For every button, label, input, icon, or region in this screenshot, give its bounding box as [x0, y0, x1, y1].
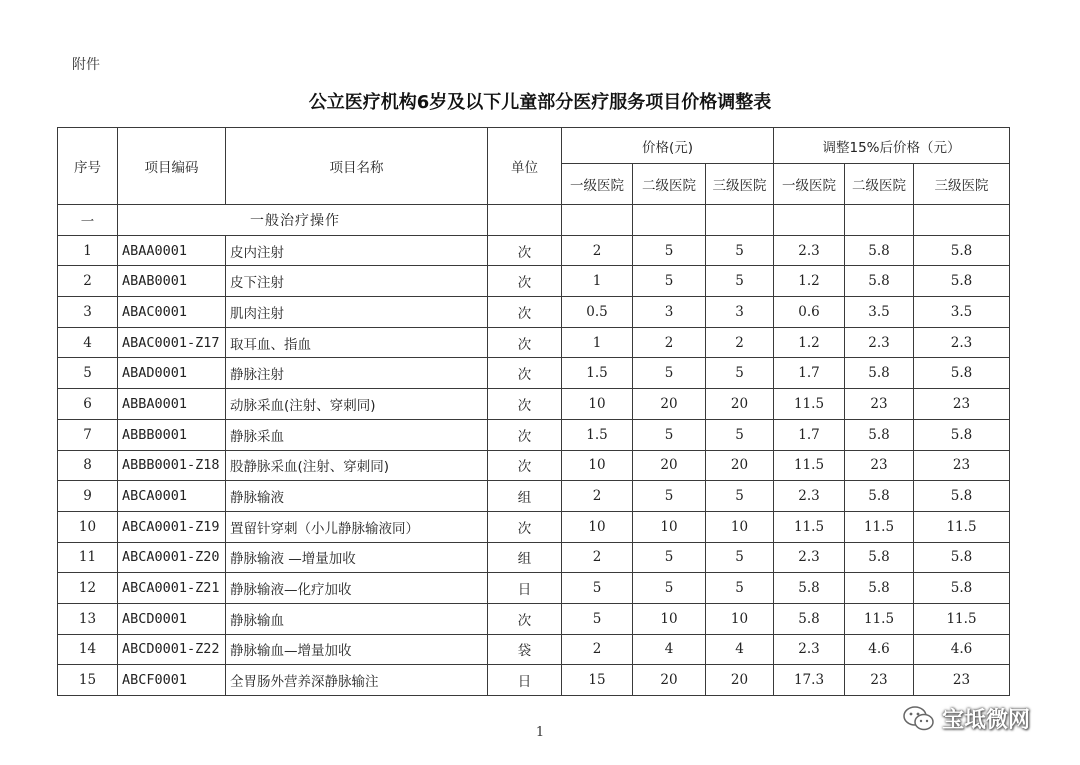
- row-adjusted-level3: 5.8: [914, 235, 1010, 266]
- row-adjusted-level3: 5.8: [914, 481, 1010, 512]
- section-empty-cell: [562, 205, 633, 236]
- table-row: [58, 511, 1010, 542]
- row-seq: 13: [58, 603, 118, 634]
- section-empty-cell: [633, 205, 706, 236]
- table-row: [58, 481, 1010, 512]
- row-unit: 次: [488, 389, 562, 420]
- row-adjusted-level1: 5.8: [774, 573, 845, 604]
- row-unit: 次: [488, 297, 562, 328]
- row-code: ABBB0001-Z18: [118, 450, 226, 481]
- row-adjusted-level3: 11.5: [914, 511, 1010, 542]
- row-name: 静脉采血: [226, 419, 488, 450]
- section-empty-cell: [774, 205, 845, 236]
- row-adjusted-level1: 1.7: [774, 419, 845, 450]
- row-price-level2: 20: [633, 665, 706, 696]
- row-adjusted-level2: 5.8: [845, 573, 914, 604]
- row-price-level2: 5: [633, 358, 706, 389]
- row-seq: 10: [58, 511, 118, 542]
- header-adjusted-level3: 三级医院: [914, 164, 1010, 205]
- table-row: [58, 358, 1010, 389]
- row-adjusted-level3: 5.8: [914, 573, 1010, 604]
- row-price-level3: 20: [706, 450, 774, 481]
- row-code: ABCA0001-Z20: [118, 542, 226, 573]
- row-adjusted-level3: 2.3: [914, 327, 1010, 358]
- row-code: ABBB0001: [118, 419, 226, 450]
- row-adjusted-level2: 5.8: [845, 235, 914, 266]
- table-row: [58, 235, 1010, 266]
- row-price-level2: 5: [633, 235, 706, 266]
- row-price-level2: 5: [633, 266, 706, 297]
- wechat-icon: [902, 705, 936, 733]
- row-adjusted-level3: 3.5: [914, 297, 1010, 328]
- row-adjusted-level2: 5.8: [845, 419, 914, 450]
- row-name: 全胃肠外营养深静脉输注: [226, 665, 488, 696]
- row-code: ABCD0001-Z22: [118, 634, 226, 665]
- row-adjusted-level1: 11.5: [774, 389, 845, 420]
- row-adjusted-level3: 11.5: [914, 603, 1010, 634]
- table-row: [58, 634, 1010, 665]
- row-adjusted-level2: 11.5: [845, 511, 914, 542]
- row-code: ABAC0001-Z17: [118, 327, 226, 358]
- header-code: 项目编码: [118, 128, 226, 205]
- table-row: [58, 450, 1010, 481]
- row-code: ABCF0001: [118, 665, 226, 696]
- section-title: 一般治疗操作: [250, 212, 340, 229]
- header-adjusted-level1: 一级医院: [774, 164, 845, 205]
- row-price-level2: 5: [633, 573, 706, 604]
- row-price-level1: 10: [562, 389, 633, 420]
- row-adjusted-level1: 0.6: [774, 297, 845, 328]
- row-unit: 次: [488, 419, 562, 450]
- header-price-level2: 二级医院: [633, 164, 706, 205]
- header-price-level1: 一级医院: [562, 164, 633, 205]
- row-unit: 次: [488, 603, 562, 634]
- row-unit: 日: [488, 573, 562, 604]
- row-adjusted-level1: 11.5: [774, 511, 845, 542]
- row-name: 皮内注射: [226, 235, 488, 266]
- row-price-level2: 10: [633, 603, 706, 634]
- row-name: 动脉采血(注射、穿刺同): [226, 389, 488, 420]
- row-unit: 袋: [488, 634, 562, 665]
- row-price-level1: 2: [562, 634, 633, 665]
- table-row: [58, 419, 1010, 450]
- row-price-level2: 20: [633, 389, 706, 420]
- row-price-level3: 10: [706, 603, 774, 634]
- row-adjusted-level2: 11.5: [845, 603, 914, 634]
- row-adjusted-level2: 23: [845, 450, 914, 481]
- row-code: ABAD0001: [118, 358, 226, 389]
- row-code: ABAC0001: [118, 297, 226, 328]
- row-price-level1: 2: [562, 542, 633, 573]
- row-price-level1: 5: [562, 573, 633, 604]
- section-row: [58, 205, 1010, 236]
- table-row: [58, 297, 1010, 328]
- row-adjusted-level2: 5.8: [845, 266, 914, 297]
- section-label: 一: [58, 205, 118, 236]
- row-price-level1: 2: [562, 235, 633, 266]
- row-price-level1: 0.5: [562, 297, 633, 328]
- section-empty-cell: [914, 205, 1010, 236]
- row-price-level1: 5: [562, 603, 633, 634]
- row-adjusted-level3: 5.8: [914, 358, 1010, 389]
- header-unit: 单位: [488, 128, 562, 205]
- row-adjusted-level1: 1.7: [774, 358, 845, 389]
- row-price-level2: 5: [633, 419, 706, 450]
- row-adjusted-level2: 23: [845, 665, 914, 696]
- header-seq: 序号: [58, 128, 118, 205]
- header-price-level3: 三级医院: [706, 164, 774, 205]
- row-code: ABBA0001: [118, 389, 226, 420]
- row-name: 置留针穿刺（小儿静脉输液同）: [226, 511, 488, 542]
- row-price-level1: 10: [562, 450, 633, 481]
- row-seq: 11: [58, 542, 118, 573]
- row-unit: 次: [488, 235, 562, 266]
- row-price-level1: 1.5: [562, 358, 633, 389]
- row-code: ABAA0001: [118, 235, 226, 266]
- table-row: [58, 389, 1010, 420]
- row-price-level2: 5: [633, 481, 706, 512]
- row-adjusted-level1: 11.5: [774, 450, 845, 481]
- row-name: 静脉输血: [226, 603, 488, 634]
- row-unit: 组: [488, 481, 562, 512]
- header-row-1: [58, 128, 1010, 164]
- header-name: 项目名称: [226, 128, 488, 205]
- row-unit: 次: [488, 327, 562, 358]
- row-price-level2: 3: [633, 297, 706, 328]
- row-code: ABCD0001: [118, 603, 226, 634]
- row-adjusted-level2: 3.5: [845, 297, 914, 328]
- row-seq: 6: [58, 389, 118, 420]
- row-adjusted-level3: 23: [914, 450, 1010, 481]
- row-name: 肌肉注射: [226, 297, 488, 328]
- row-code: ABCA0001: [118, 481, 226, 512]
- row-name: 股静脉采血(注射、穿刺同): [226, 450, 488, 481]
- row-adjusted-level1: 2.3: [774, 481, 845, 512]
- row-unit: 次: [488, 511, 562, 542]
- row-price-level3: 5: [706, 573, 774, 604]
- table-row: [58, 542, 1010, 573]
- table-row: [58, 573, 1010, 604]
- row-unit: 次: [488, 358, 562, 389]
- row-price-level3: 5: [706, 266, 774, 297]
- row-adjusted-level3: 23: [914, 389, 1010, 420]
- header-adjusted-level2: 二级医院: [845, 164, 914, 205]
- table-row: [58, 327, 1010, 358]
- section-empty-cell: [488, 205, 562, 236]
- row-price-level3: 4: [706, 634, 774, 665]
- row-price-level2: 10: [633, 511, 706, 542]
- row-price-level1: 10: [562, 511, 633, 542]
- row-seq: 3: [58, 297, 118, 328]
- table-row: [58, 603, 1010, 634]
- row-price-level1: 15: [562, 665, 633, 696]
- row-adjusted-level1: 2.3: [774, 634, 845, 665]
- row-unit: 组: [488, 542, 562, 573]
- page-title: 公立医疗机构6岁及以下儿童部分医疗服务项目价格调整表: [308, 92, 772, 113]
- row-adjusted-level1: 5.8: [774, 603, 845, 634]
- row-name: 静脉输液 —增量加收: [226, 542, 488, 573]
- row-seq: 1: [58, 235, 118, 266]
- row-unit: 日: [488, 665, 562, 696]
- section-empty-cell: [845, 205, 914, 236]
- row-price-level3: 20: [706, 665, 774, 696]
- row-name: 皮下注射: [226, 266, 488, 297]
- row-adjusted-level2: 5.8: [845, 481, 914, 512]
- row-price-level2: 20: [633, 450, 706, 481]
- row-adjusted-level2: 23: [845, 389, 914, 420]
- row-name: 静脉输液: [226, 481, 488, 512]
- row-unit: 次: [488, 450, 562, 481]
- row-name: 取耳血、指血: [226, 327, 488, 358]
- row-price-level3: 2: [706, 327, 774, 358]
- header-adjusted-group: 调整15%后价格（元）: [774, 128, 1010, 164]
- row-price-level1: 1: [562, 327, 633, 358]
- watermark-text: 宝坻微网: [942, 708, 1031, 733]
- row-adjusted-level3: 5.8: [914, 266, 1010, 297]
- row-code: ABAB0001: [118, 266, 226, 297]
- row-name: 静脉输液—化疗加收: [226, 573, 488, 604]
- watermark: [902, 703, 1030, 734]
- row-adjusted-level3: 5.8: [914, 419, 1010, 450]
- row-name: 静脉输血—增量加收: [226, 634, 488, 665]
- row-seq: 14: [58, 634, 118, 665]
- row-price-level3: 5: [706, 419, 774, 450]
- row-code: ABCA0001-Z21: [118, 573, 226, 604]
- row-price-level3: 10: [706, 511, 774, 542]
- row-unit: 次: [488, 266, 562, 297]
- row-seq: 9: [58, 481, 118, 512]
- page-number: 1: [535, 725, 545, 740]
- header-price-group: 价格(元): [562, 128, 774, 164]
- row-seq: 15: [58, 665, 118, 696]
- row-adjusted-level2: 4.6: [845, 634, 914, 665]
- row-seq: 8: [58, 450, 118, 481]
- row-adjusted-level2: 2.3: [845, 327, 914, 358]
- table-row: [58, 266, 1010, 297]
- row-adjusted-level1: 1.2: [774, 266, 845, 297]
- row-price-level3: 3: [706, 297, 774, 328]
- row-adjusted-level3: 5.8: [914, 542, 1010, 573]
- row-adjusted-level1: 2.3: [774, 235, 845, 266]
- row-adjusted-level2: 5.8: [845, 542, 914, 573]
- attachment-label: 附件: [72, 57, 100, 73]
- row-adjusted-level3: 23: [914, 665, 1010, 696]
- row-adjusted-level1: 17.3: [774, 665, 845, 696]
- row-seq: 2: [58, 266, 118, 297]
- table-row: [58, 665, 1010, 696]
- row-adjusted-level1: 1.2: [774, 327, 845, 358]
- section-title-cell: [118, 205, 488, 236]
- row-price-level1: 1: [562, 266, 633, 297]
- row-code: ABCA0001-Z19: [118, 511, 226, 542]
- row-price-level2: 5: [633, 542, 706, 573]
- row-seq: 5: [58, 358, 118, 389]
- row-price-level2: 4: [633, 634, 706, 665]
- price-table: [57, 127, 1010, 696]
- row-price-level3: 5: [706, 235, 774, 266]
- row-price-level3: 5: [706, 358, 774, 389]
- row-price-level3: 5: [706, 542, 774, 573]
- row-seq: 7: [58, 419, 118, 450]
- row-name: 静脉注射: [226, 358, 488, 389]
- row-seq: 4: [58, 327, 118, 358]
- row-adjusted-level2: 5.8: [845, 358, 914, 389]
- row-adjusted-level3: 4.6: [914, 634, 1010, 665]
- row-seq: 12: [58, 573, 118, 604]
- section-empty-cell: [706, 205, 774, 236]
- row-price-level1: 1.5: [562, 419, 633, 450]
- row-price-level3: 20: [706, 389, 774, 420]
- row-price-level2: 2: [633, 327, 706, 358]
- row-price-level3: 5: [706, 481, 774, 512]
- row-adjusted-level1: 2.3: [774, 542, 845, 573]
- row-price-level1: 2: [562, 481, 633, 512]
